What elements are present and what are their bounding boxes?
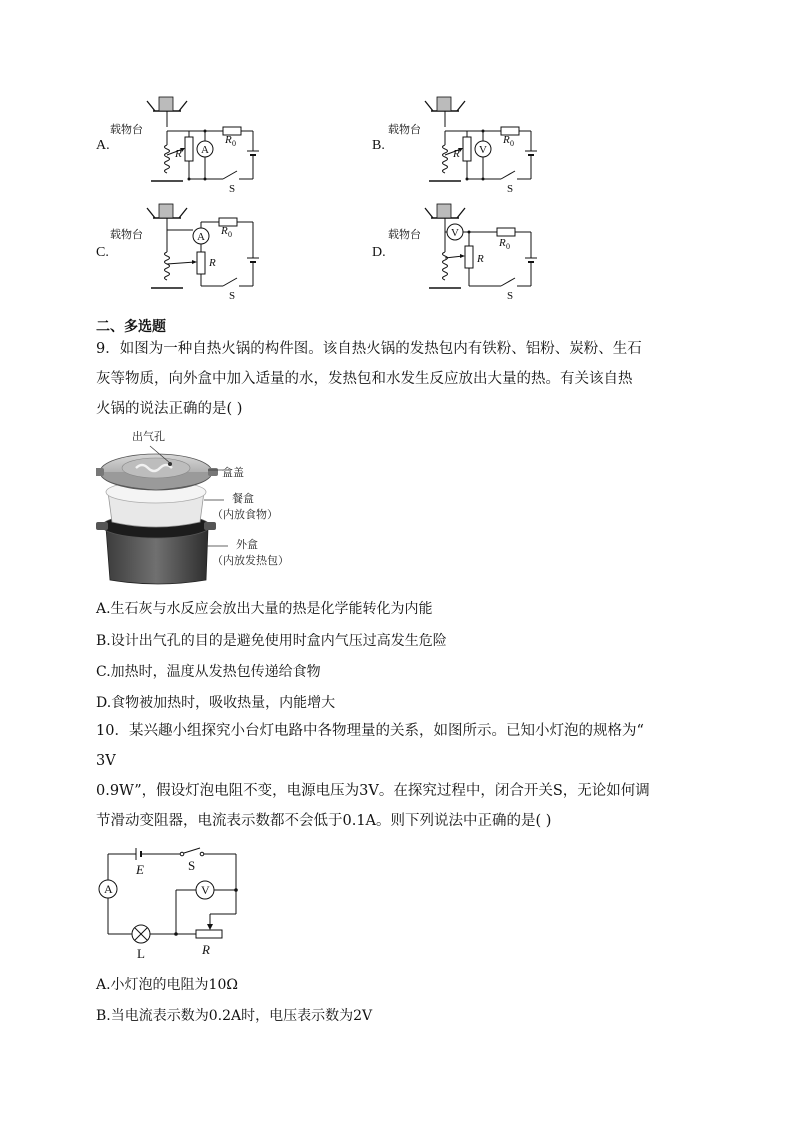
ammeter-label: A bbox=[104, 882, 113, 896]
r0-label: R bbox=[503, 134, 510, 146]
option-a-circuit bbox=[105, 95, 275, 199]
q10-option-a: A.小灯泡的电阻为10Ω bbox=[96, 977, 238, 993]
r0-sub: 0 bbox=[506, 242, 510, 251]
s-label: S bbox=[229, 290, 236, 302]
meter-label: A bbox=[197, 231, 205, 243]
q9-option-a: A.生石灰与水反应会放出大量的热是化学能转化为内能 bbox=[96, 601, 433, 617]
lid-label: 盒盖 bbox=[222, 466, 244, 479]
option-b-letter: B. bbox=[372, 138, 385, 153]
r0-label: R bbox=[221, 225, 228, 237]
q10-line-2: 3V bbox=[96, 753, 116, 769]
r-label: R bbox=[209, 257, 216, 269]
s-label: S bbox=[507, 290, 514, 302]
option-a-letter: A. bbox=[96, 138, 110, 153]
option-d-letter: D. bbox=[372, 245, 386, 260]
meter-label: V bbox=[479, 144, 487, 156]
q9-line-1: 9．如图为一种自热火锅的构件图。该自热火锅的发热包内有铁粉、铝粉、炭粉、生石 bbox=[96, 341, 642, 357]
meter-label: V bbox=[451, 227, 459, 239]
r-label: R bbox=[477, 253, 484, 265]
q9-option-c: C.加热时，温度从发热包传递给食物 bbox=[96, 664, 321, 680]
voltmeter-label: V bbox=[201, 883, 210, 897]
vent-label: 出气孔 bbox=[132, 430, 165, 443]
r0-sub: 0 bbox=[228, 230, 232, 239]
lamp-label: L bbox=[137, 946, 145, 961]
q10-line-4: 节滑动变阻器，电流表示数都不会低于0.1A。则下列说法中正确的是( ) bbox=[96, 813, 552, 829]
option-d-circuit bbox=[383, 202, 553, 306]
stage-label: 载物台 bbox=[388, 228, 421, 241]
r0-label: R bbox=[499, 237, 506, 249]
section-title: 二、多选题 bbox=[96, 319, 166, 335]
meal-box-note: （内放食物） bbox=[212, 508, 278, 521]
option-c-circuit bbox=[105, 202, 275, 306]
q9-line-2: 灰等物质，向外盒中加入适量的水，发热包和水发生反应放出大量的热。有关该自热 bbox=[96, 371, 633, 387]
r0-sub: 0 bbox=[510, 139, 514, 148]
stage-label: 载物台 bbox=[110, 228, 143, 241]
s-label: S bbox=[507, 183, 514, 195]
r0-sub: 0 bbox=[232, 139, 236, 148]
battery-label: E bbox=[136, 862, 144, 877]
meal-box-label: 餐盒 bbox=[232, 492, 254, 505]
q10-option-b: B.当电流表示数为0.2A时，电压表示数为2V bbox=[96, 1008, 373, 1024]
q9-option-b: B.设计出气孔的目的是避免使用时盒内气压过高发生危险 bbox=[96, 633, 447, 649]
outer-box-note: （内放发热包） bbox=[212, 554, 289, 567]
r-label: R bbox=[453, 148, 460, 160]
q10-line-3: 0.9W”，假设灯泡电阻不变，电源电压为3V。在探究过程中，闭合开关S，无论如何调 bbox=[96, 783, 650, 799]
q10-circuit bbox=[96, 842, 256, 966]
option-b-circuit bbox=[383, 95, 553, 199]
option-c-letter: C. bbox=[96, 245, 109, 260]
s-label: S bbox=[229, 183, 236, 195]
stage-label: 载物台 bbox=[388, 123, 421, 136]
q9-line-3: 火锅的说法正确的是( ) bbox=[96, 401, 243, 417]
stage-label: 载物台 bbox=[110, 123, 143, 136]
switch-label: S bbox=[188, 858, 196, 873]
q10-line-1: 10．某兴趣小组探究小台灯电路中各物理量的关系，如图所示。已知小灯泡的规格为“ bbox=[96, 723, 644, 739]
hotpot-figure bbox=[96, 428, 306, 592]
rheostat-label: R bbox=[202, 942, 210, 957]
meter-label: A bbox=[201, 144, 209, 156]
r0-label: R bbox=[225, 134, 232, 146]
outer-box-label: 外盒 bbox=[236, 538, 258, 551]
r-label: R bbox=[175, 148, 182, 160]
q9-option-d: D.食物被加热时，吸收热量，内能增大 bbox=[96, 695, 336, 711]
